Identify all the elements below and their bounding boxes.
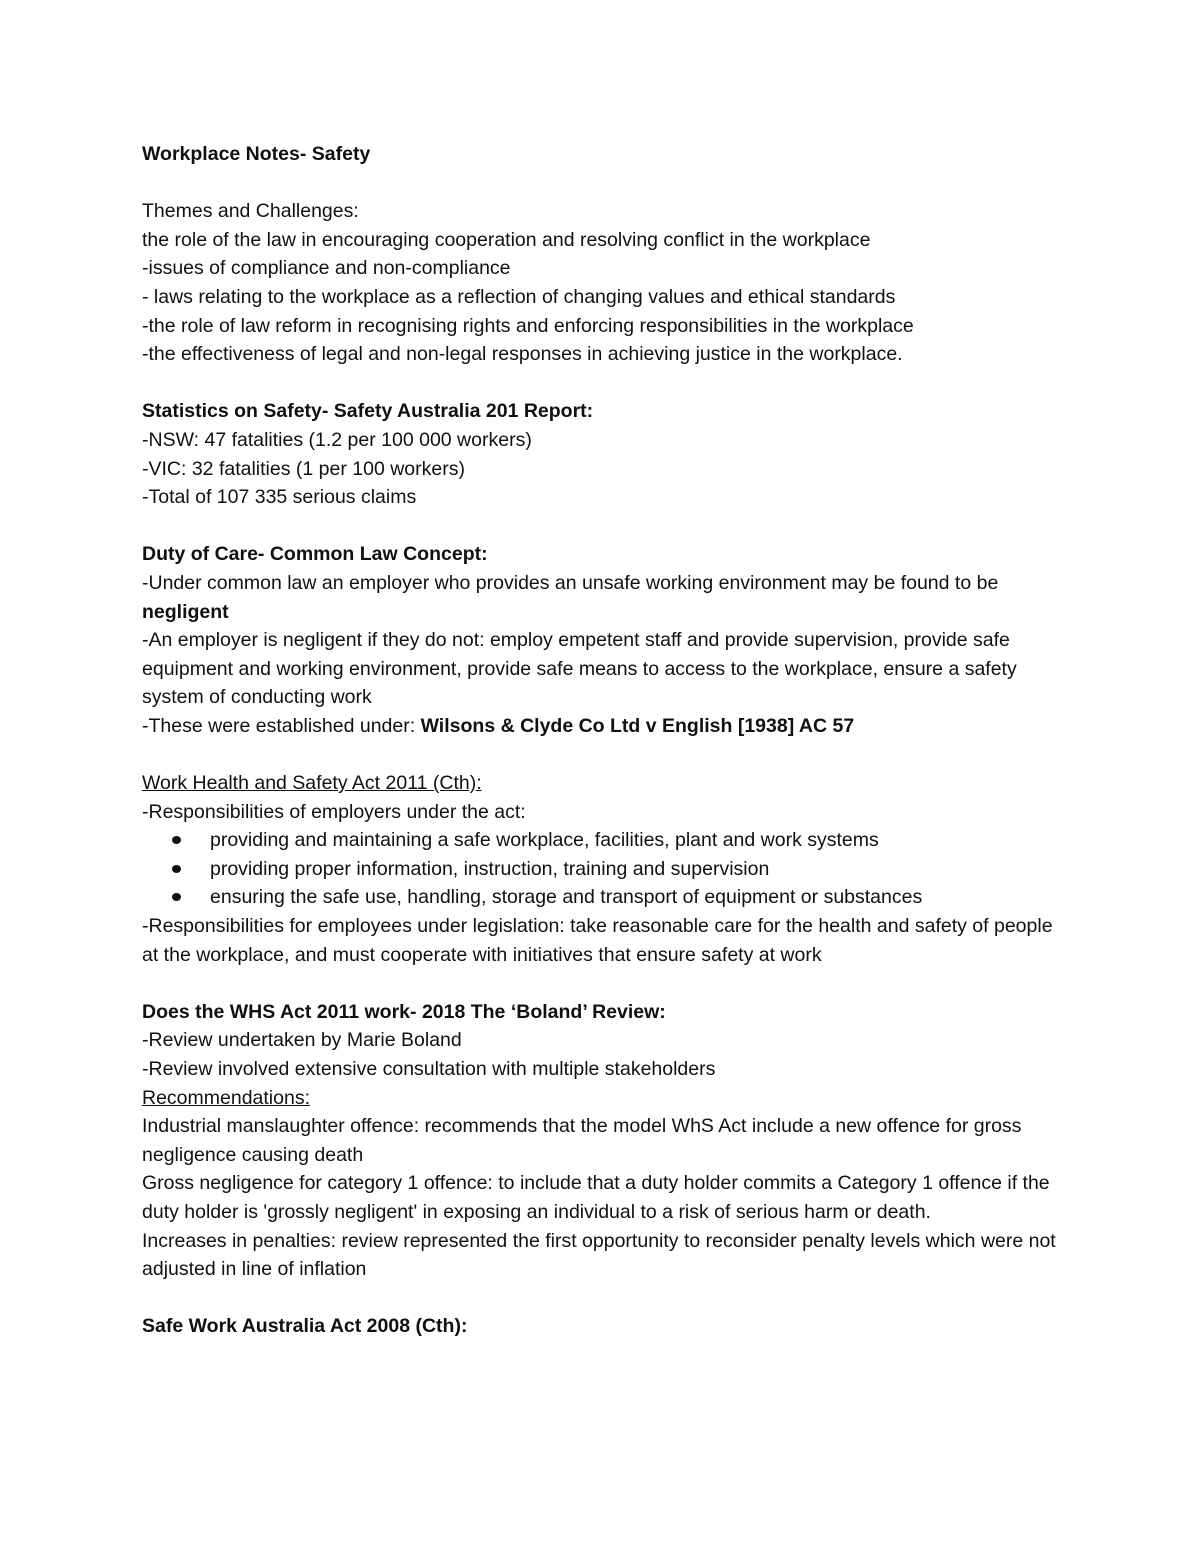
- list-item: ensuring the safe use, handling, storage and transport of equipment or substances: [210, 883, 1072, 912]
- boland-review-line: -Review involved extensive consultation with multiple stakeholders: [142, 1058, 716, 1080]
- boland-review-section: [142, 998, 1072, 1284]
- whs-act-employees-paragraph: -Responsibilities for employees under legislation: take reasonable care for the health and safety of people at the workplace, and must cooperate with initiatives that ensure safety at work: [142, 915, 1053, 966]
- themes-section: [142, 197, 1072, 369]
- whs-act-heading: Work Health and Safety Act 2011 (Cth):: [142, 772, 482, 795]
- statistics-line: -VIC: 32 fatalities (1 per 100 workers): [142, 457, 465, 480]
- document-title: Workplace Notes- Safety: [142, 143, 371, 165]
- themes-line: -the effectiveness of legal and non-legal responses in achieving justice in the workplace.: [142, 343, 903, 366]
- whs-act-intro: -Responsibilities of employers under the act:: [142, 800, 526, 823]
- recommendation-paragraph: Industrial manslaughter offence: recommends that the model WhS Act include a new offence for gross negligence causing death: [142, 1115, 1022, 1166]
- themes-line: -the role of law reform in recognising rights and enforcing responsibilities in the workplace: [142, 314, 914, 337]
- document-body: [142, 140, 1072, 1341]
- statistics-section: [142, 397, 1072, 511]
- case-citation: Wilsons & Clyde Co Ltd v English [1938] AC 57: [420, 714, 855, 737]
- responsibilities-list: [142, 826, 1072, 912]
- bullet-icon: [172, 836, 181, 844]
- list-item: providing proper information, instruction, training and supervision: [210, 855, 1072, 884]
- recommendation-paragraph: Gross negligence for category 1 offence: to include that a duty holder commits a Category 1 offence if the duty holder is 'grossly negligent' in exposing an individual to a risk of serious harm or death.: [142, 1172, 1050, 1223]
- boland-review-heading: Does the WHS Act 2011 work- 2018 The ‘Boland’ Review:: [142, 1000, 666, 1023]
- themes-line: - laws relating to the workplace as a reflection of changing values and ethical standards: [142, 285, 896, 308]
- recommendations-heading: Recommendations:: [142, 1086, 310, 1109]
- themes-line: -issues of compliance and non-compliance: [142, 257, 511, 280]
- themes-line: the role of the law in encouraging cooperation and resolving conflict in the workplace: [142, 228, 871, 251]
- duty-of-care-paragraph: -Under common law an employer who provides an unsafe working environment may be found to be negligent: [142, 571, 999, 623]
- themes-heading: Themes and Challenges:: [142, 200, 359, 223]
- duty-of-care-paragraph: -These were established under: Wilsons & Clyde Co Ltd v English [1938] AC 57: [142, 714, 855, 737]
- recommendation-paragraph: Increases in penalties: review represented the first opportunity to reconsider penalty levels which were not adjusted in line of inflation: [142, 1229, 1056, 1281]
- duty-of-care-section: [142, 540, 1072, 740]
- bullet-icon: [172, 865, 181, 873]
- negligent-term: negligent: [142, 600, 229, 623]
- safe-work-act-heading: Safe Work Australia Act 2008 (Cth):: [142, 1315, 468, 1338]
- statistics-line: -Total of 107 335 serious claims: [142, 486, 417, 509]
- duty-of-care-heading: Duty of Care- Common Law Concept:: [142, 543, 488, 566]
- statistics-line: -NSW: 47 fatalities (1.2 per 100 000 workers): [142, 428, 532, 451]
- list-item: providing and maintaining a safe workplace, facilities, plant and work systems: [210, 826, 1072, 855]
- statistics-heading: Statistics on Safety- Safety Australia 201 Report:: [142, 400, 594, 423]
- duty-of-care-paragraph: -An employer is negligent if they do not: employ empetent staff and provide supervision, provide safe equipment and working environment, provide safe means to access to the workplace, ensure a safety system of conducting work: [142, 629, 1017, 709]
- bullet-icon: [172, 893, 181, 901]
- whs-act-section: [142, 769, 1072, 969]
- boland-review-line: -Review undertaken by Marie Boland: [142, 1029, 462, 1052]
